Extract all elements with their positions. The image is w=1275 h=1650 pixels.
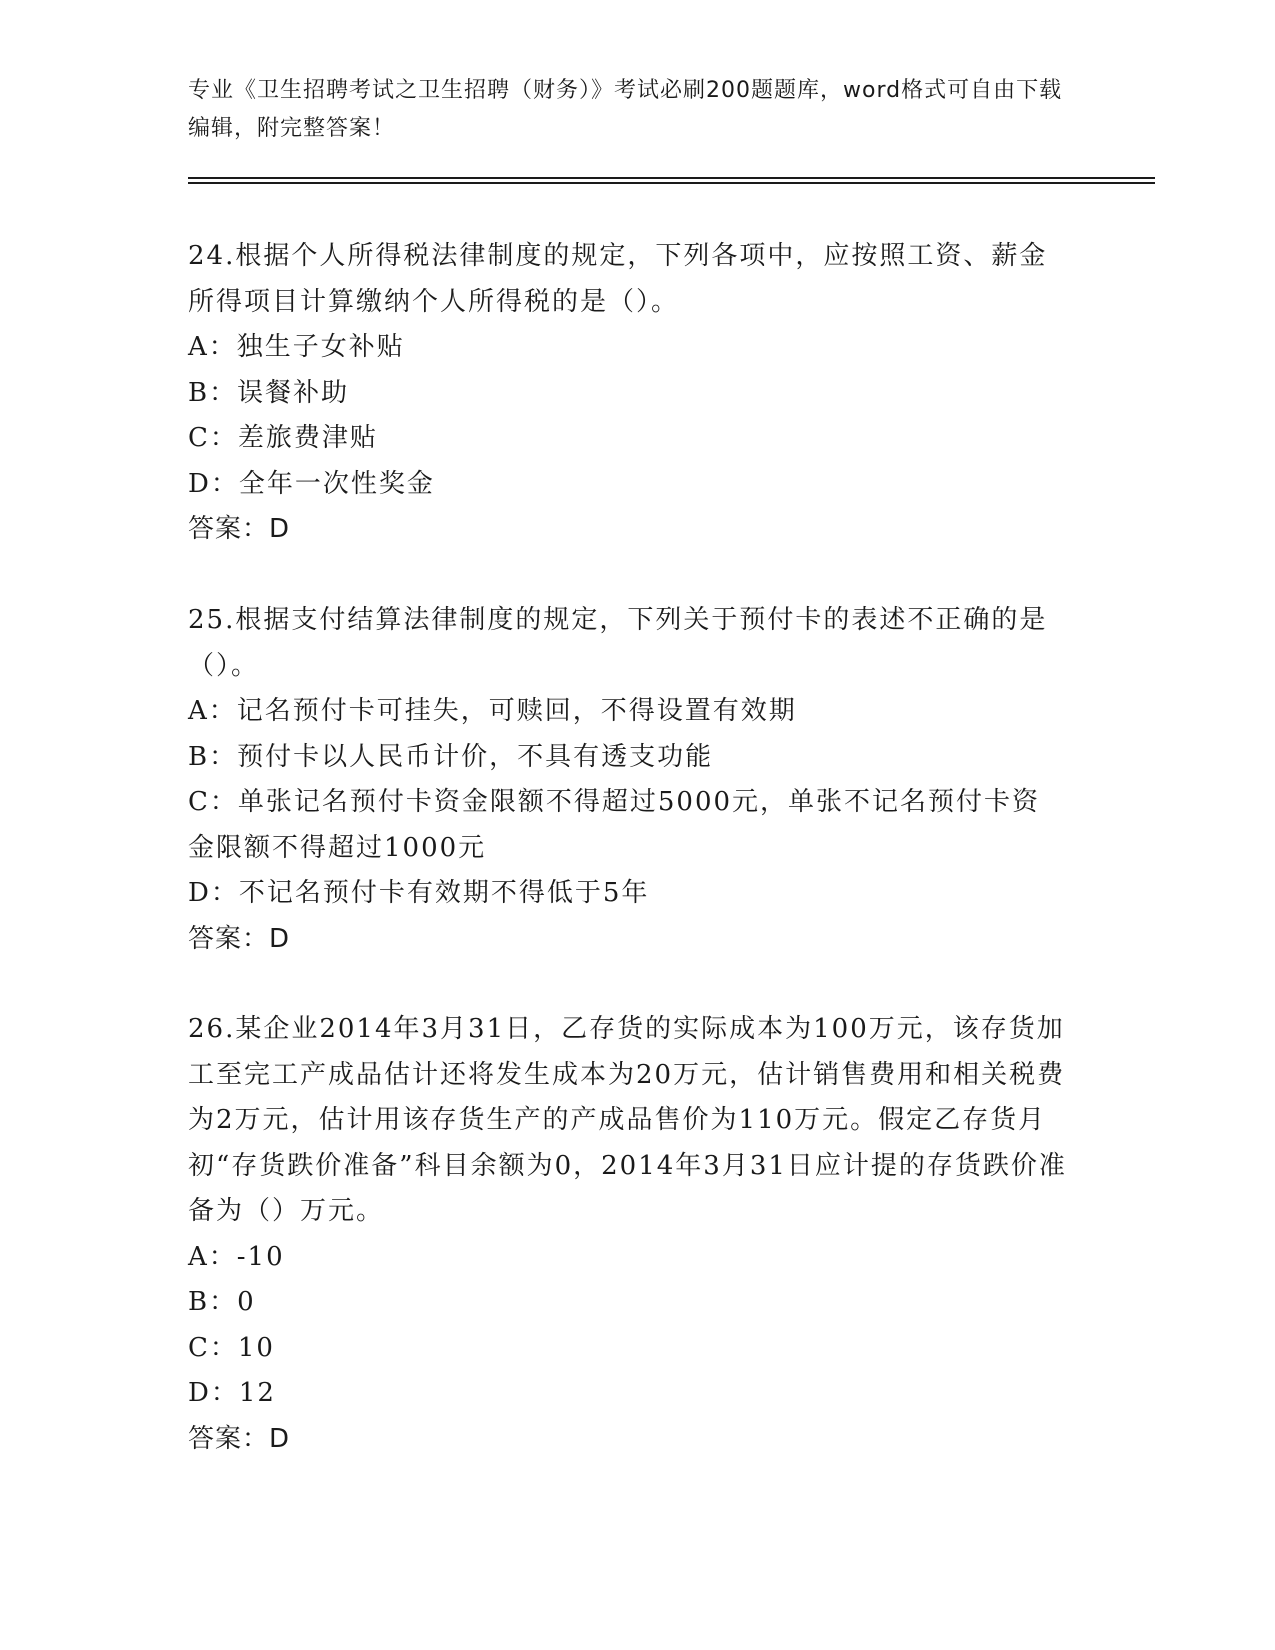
- question-25: [188, 598, 1068, 962]
- answer-line: 答案：D: [188, 923, 291, 954]
- option-c: C：10: [188, 1332, 275, 1363]
- option-a: A：-10: [188, 1241, 285, 1272]
- document-intro: 专业《卫生招聘考试之卫生招聘（财务）》考试必刷200题题库，word格式可自由下载编辑，附完整答案！: [188, 78, 1063, 141]
- question-26: [188, 1007, 1068, 1462]
- option-c: C：差旅费津贴: [188, 423, 378, 453]
- option-c: C：单张记名预付卡资金限额不得超过5000元，单张不记名预付卡资金限额不得超过1000元: [188, 787, 1041, 863]
- answer-line: 答案：D: [188, 1423, 291, 1454]
- option-d: D：全年一次性奖金: [188, 468, 435, 499]
- answer-line: 答案：D: [188, 514, 291, 544]
- option-a: A：记名预付卡可挂失，可赎回，不得设置有效期: [188, 696, 797, 726]
- option-d: D：不记名预付卡有效期不得低于5年: [188, 878, 650, 908]
- header-divider-bottom: [188, 182, 1155, 184]
- option-a: A：独生子女补贴: [188, 332, 405, 362]
- option-b: B：预付卡以人民币计价，不具有透支功能: [188, 741, 714, 772]
- header-divider-top: [188, 177, 1155, 179]
- question-stem: 25.根据支付结算法律制度的规定，下列关于预付卡的表述不正确的是（）。: [188, 605, 1048, 681]
- option-b: B：0: [188, 1287, 256, 1317]
- question-stem: 24.根据个人所得税法律制度的规定，下列各项中，应按照工资、薪金所得项目计算缴纳个人所得税的是（）。: [188, 241, 1048, 317]
- option-b: B：误餐补助: [188, 377, 350, 408]
- option-d: D：12: [188, 1378, 276, 1408]
- question-24: [188, 234, 1068, 553]
- question-stem: 26.某企业2014年3月31日，乙存货的实际成本为100万元，该存货加工至完工产成品估计还将发生成本为20万元，估计销售费用和相关税费为2万元，估计用该存货生产的产成品售价为110万元。假定乙存货月初“存货跌价准备”科目余额为0，2014年3月31日应计提的存货跌价准备为（）万元。: [188, 1014, 1067, 1226]
